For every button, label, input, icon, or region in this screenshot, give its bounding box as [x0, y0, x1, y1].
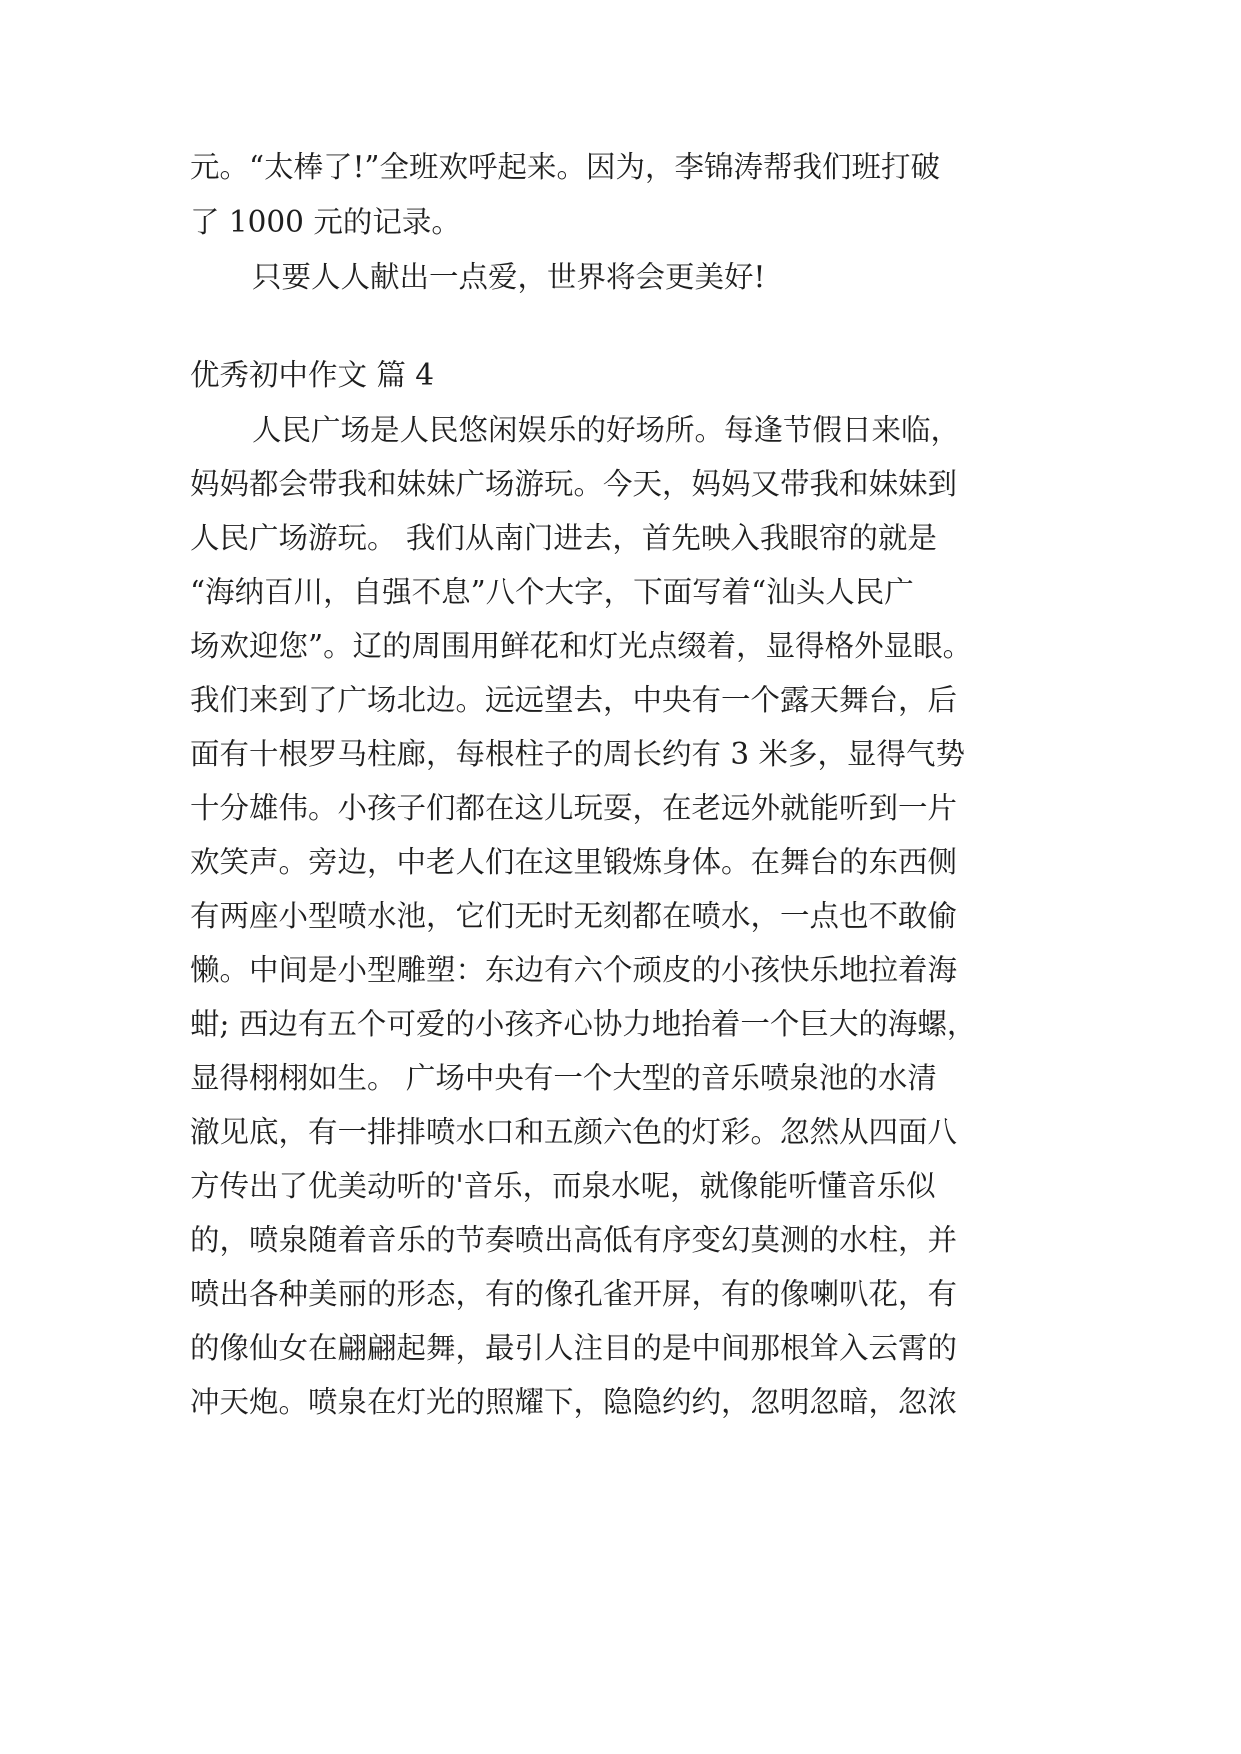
paragraph-line: 场欢迎您”。辽的周围用鲜花和灯光点缀着，显得格外显眼。 — [190, 629, 973, 663]
paragraph-line: 元。“太棒了!”全班欢呼起来。因为，李锦涛帮我们班打破 — [190, 150, 941, 184]
paragraph-line: 的像仙女在翩翩起舞，最引人注目的是中间那根耸入云霄的 — [190, 1331, 958, 1365]
paragraph-line: 了 1000 元的记录。 — [190, 205, 461, 239]
closing-sentence: 只要人人献出一点爱，世界将会更美好! — [252, 260, 766, 294]
paragraph-line: 显得栩栩如生。 广场中央有一个大型的音乐喷泉池的水清 — [190, 1061, 937, 1095]
paragraph-line: 澈见底，有一排排喷水口和五颜六色的灯彩。忽然从四面八 — [190, 1115, 958, 1149]
paragraph-line: 我们来到了广场北边。远远望去，中央有一个露天舞台，后 — [190, 683, 958, 717]
section-title: 优秀初中作文 篇 4 — [190, 358, 435, 392]
paragraph-line: 十分雄伟。小孩子们都在这儿玩耍，在老远外就能听到一片 — [190, 791, 958, 825]
paragraph-line: 欢笑声。旁边，中老人们在这里锻炼身体。在舞台的东西侧 — [190, 845, 958, 879]
paragraph-line: 的，喷泉随着音乐的节奏喷出高低有序变幻莫测的水柱，并 — [190, 1223, 958, 1257]
paragraph-line: 人民广场游玩。 我们从南门进去，首先映入我眼帘的就是 — [190, 521, 937, 555]
paragraph-line: 蚶; 西边有五个可爱的小孩齐心协力地抬着一个巨大的海螺， — [190, 1007, 977, 1041]
paragraph-line: 有两座小型喷水池，它们无时无刻都在喷水，一点也不敢偷 — [190, 899, 958, 933]
paragraph-line: 喷出各种美丽的形态，有的像孔雀开屏，有的像喇叭花，有 — [190, 1277, 958, 1311]
paragraph-line: “海纳百川，自强不息”八个大字，下面写着“汕头人民广 — [190, 575, 914, 609]
paragraph-line: 面有十根罗马柱廊，每根柱子的周长约有 3 米多，显得气势 — [190, 737, 966, 771]
paragraph-line: 方传出了优美动听的'音乐，而泉水呢，就像能听懂音乐似 — [190, 1169, 936, 1203]
paragraph-line: 懒。中间是小型雕塑：东边有六个顽皮的小孩快乐地拉着海 — [190, 953, 958, 987]
paragraph-line: 人民广场是人民悠闲娱乐的好场所。每逢节假日来临， — [252, 413, 961, 447]
paragraph-line: 妈妈都会带我和妹妹广场游玩。今天，妈妈又带我和妹妹到 — [190, 467, 958, 501]
paragraph-line: 冲天炮。喷泉在灯光的照耀下，隐隐约约，忽明忽暗，忽浓 — [190, 1385, 958, 1419]
